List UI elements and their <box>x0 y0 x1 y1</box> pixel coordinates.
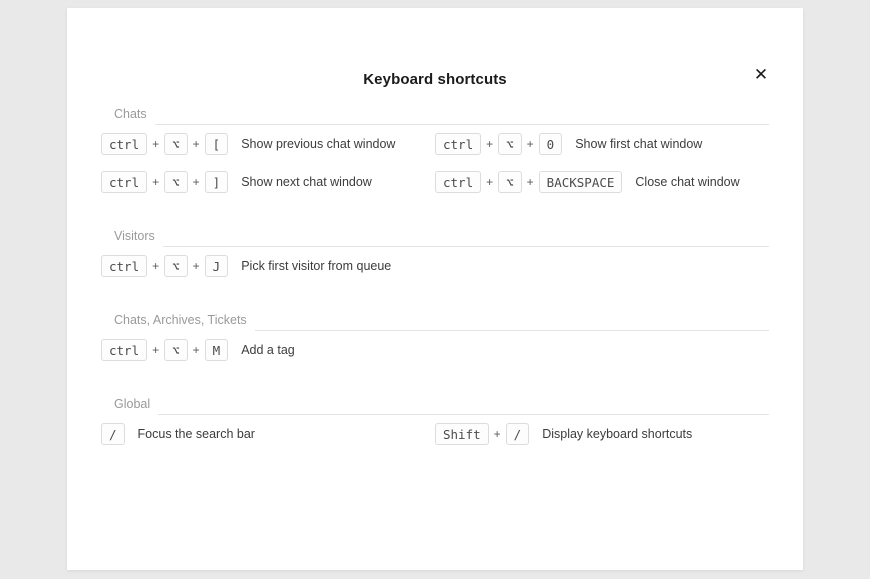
key-combination <box>435 133 562 155</box>
close-icon[interactable]: ✕ <box>750 64 772 86</box>
key-cap: ctrl <box>101 133 147 155</box>
key-cap: 0 <box>539 133 563 155</box>
shortcut-description: Close chat window <box>635 175 740 189</box>
section-title: Visitors <box>101 225 163 247</box>
shortcut-section <box>101 225 769 309</box>
key-separator: + <box>486 137 494 151</box>
key-separator: + <box>192 259 200 273</box>
key-combination <box>101 423 125 445</box>
shortcut-column <box>435 163 769 201</box>
key-combination <box>101 133 228 155</box>
key-separator: + <box>192 175 200 189</box>
shortcut-section <box>101 393 769 477</box>
shortcut-row-group <box>101 247 769 285</box>
key-cap: ⌥ <box>164 171 188 193</box>
key-separator: + <box>192 343 200 357</box>
key-combination <box>101 255 228 277</box>
key-cap: [ <box>205 133 229 155</box>
key-cap: ⌥ <box>498 133 522 155</box>
shortcut-column <box>101 163 435 201</box>
shortcut-column <box>435 247 769 285</box>
key-cap: ⌥ <box>164 339 188 361</box>
section-divider <box>101 246 769 247</box>
section-title: Chats <box>101 103 155 125</box>
shortcuts-content <box>101 103 769 477</box>
key-cap: ctrl <box>435 171 481 193</box>
shortcut-description: Show previous chat window <box>241 137 396 151</box>
key-cap: Shift <box>435 423 489 445</box>
shortcut-row <box>101 331 435 369</box>
shortcut-row-group <box>101 415 769 453</box>
key-cap: ctrl <box>101 171 147 193</box>
section-header <box>101 225 769 247</box>
key-separator: + <box>493 427 501 441</box>
key-separator: + <box>526 175 534 189</box>
shortcut-column <box>101 247 435 285</box>
section-header <box>101 103 769 125</box>
section-header <box>101 309 769 331</box>
key-cap: ⌥ <box>498 171 522 193</box>
key-cap: ⌥ <box>164 255 188 277</box>
section-spacer <box>101 453 769 477</box>
shortcut-row <box>435 125 769 163</box>
shortcut-column <box>435 125 769 163</box>
shortcut-description: Display keyboard shortcuts <box>542 427 693 441</box>
shortcut-column <box>435 415 769 453</box>
shortcut-row <box>435 415 769 453</box>
key-combination <box>101 339 228 361</box>
shortcut-column <box>435 331 769 369</box>
key-separator: + <box>152 343 160 357</box>
section-divider <box>101 124 769 125</box>
key-separator: + <box>526 137 534 151</box>
shortcut-description: Show next chat window <box>241 175 372 189</box>
shortcut-row <box>101 247 435 285</box>
key-combination <box>435 171 622 193</box>
section-spacer <box>101 285 769 309</box>
shortcut-description: Pick first visitor from queue <box>241 259 392 273</box>
section-title: Global <box>101 393 158 415</box>
key-separator: + <box>152 259 160 273</box>
shortcut-row-group <box>101 163 769 201</box>
key-cap: ctrl <box>435 133 481 155</box>
section-header <box>101 393 769 415</box>
shortcut-column <box>101 415 435 453</box>
key-separator: + <box>152 137 160 151</box>
shortcut-description: Focus the search bar <box>137 427 255 441</box>
section-spacer <box>101 369 769 393</box>
key-cap: M <box>205 339 229 361</box>
section-title: Chats, Archives, Tickets <box>101 309 255 331</box>
key-cap: ⌥ <box>164 133 188 155</box>
key-cap: ctrl <box>101 339 147 361</box>
key-separator: + <box>152 175 160 189</box>
key-cap: ctrl <box>101 255 147 277</box>
section-spacer <box>101 201 769 225</box>
shortcut-column <box>101 331 435 369</box>
section-divider <box>101 414 769 415</box>
key-cap: / <box>101 423 125 445</box>
shortcut-row <box>101 125 435 163</box>
shortcut-description: Show first chat window <box>575 137 703 151</box>
key-combination <box>101 171 228 193</box>
shortcut-section <box>101 103 769 225</box>
shortcut-row-group <box>101 331 769 369</box>
shortcut-row-group <box>101 125 769 163</box>
key-cap: ] <box>205 171 229 193</box>
shortcut-row <box>101 415 435 453</box>
key-separator: + <box>486 175 494 189</box>
page-title: Keyboard shortcuts <box>363 71 507 88</box>
shortcut-section <box>101 309 769 393</box>
shortcut-row <box>101 163 435 201</box>
key-cap: / <box>506 423 530 445</box>
shortcut-column <box>101 125 435 163</box>
shortcut-description: Add a tag <box>241 343 295 357</box>
key-cap: J <box>205 255 229 277</box>
keyboard-shortcuts-modal <box>67 8 803 570</box>
key-cap: BACKSPACE <box>539 171 623 193</box>
shortcut-row <box>435 163 769 201</box>
key-separator: + <box>192 137 200 151</box>
key-combination <box>435 423 529 445</box>
